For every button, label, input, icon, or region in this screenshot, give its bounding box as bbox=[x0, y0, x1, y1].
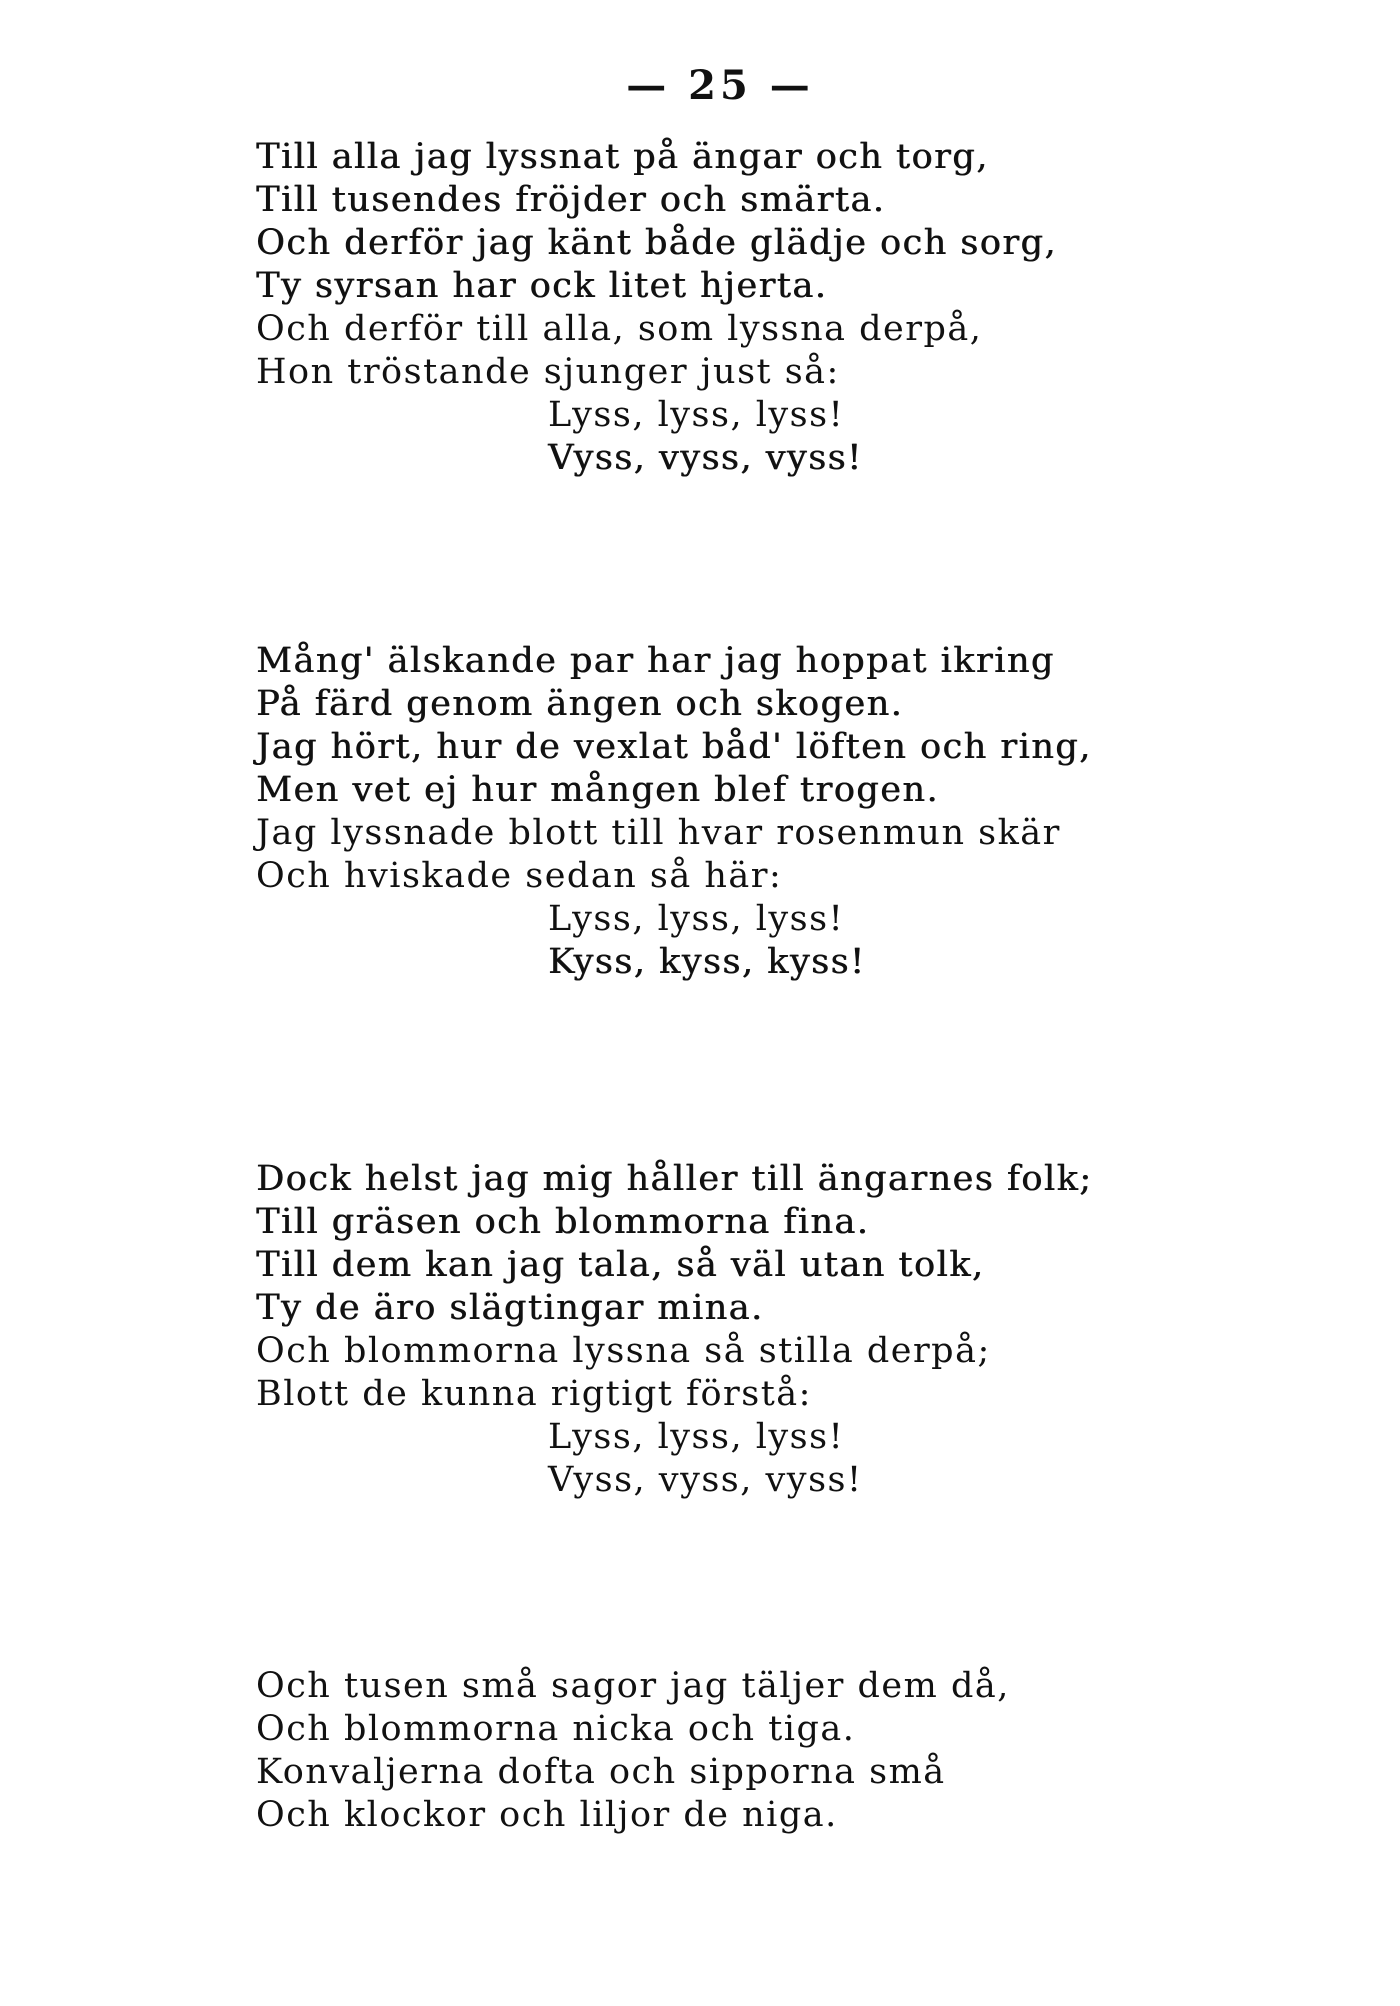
verse-line: Mång' älskande par har jag hoppat ikring bbox=[256, 641, 1055, 681]
verse-line: Ty syrsan har ock litet hjerta. bbox=[256, 266, 828, 306]
verse-line: Till tusendes fröjder och smärta. bbox=[256, 180, 886, 220]
verse-line: Ty de äro slägtingar mina. bbox=[256, 1288, 764, 1328]
stanza-4 bbox=[256, 1665, 1336, 1837]
verse-line: Och blommorna lyssna så stilla derpå; bbox=[256, 1331, 991, 1371]
refrain-line: Lyss, lyss, lyss! bbox=[548, 899, 845, 939]
verse-line: Och hviskade sedan så här: bbox=[256, 856, 783, 896]
verse-line: Till gräsen och blommorna fina. bbox=[256, 1202, 870, 1242]
verse-line: Och klockor och liljor de niga. bbox=[256, 1795, 838, 1835]
refrain-line: Kyss, kyss, kyss! bbox=[548, 942, 866, 982]
refrain-line: Lyss, lyss, lyss! bbox=[548, 1417, 845, 1457]
refrain-line: Lyss, lyss, lyss! bbox=[548, 395, 845, 435]
verse-line: Och tusen små sagor jag täljer dem då, bbox=[256, 1666, 1010, 1706]
page-number: — 25 — bbox=[626, 62, 814, 109]
refrain-line: Vyss, vyss, vyss! bbox=[548, 438, 863, 478]
refrain-line: Vyss, vyss, vyss! bbox=[548, 1460, 863, 1500]
verse-line: Konvaljerna dofta och sipporna små bbox=[256, 1752, 946, 1792]
stanza-1 bbox=[256, 136, 1336, 480]
verse-line: På färd genom ängen och skogen. bbox=[256, 684, 904, 724]
verse-line: Och blommorna nicka och tiga. bbox=[256, 1709, 856, 1749]
verse-line: Dock helst jag mig håller till ängarnes folk; bbox=[256, 1159, 1093, 1199]
stanza-3 bbox=[256, 1158, 1336, 1502]
verse-line: Men vet ej hur mången blef trogen. bbox=[256, 770, 939, 810]
verse-line: Jag lyssnade blott till hvar rosenmun skär bbox=[256, 813, 1061, 853]
verse-line: Hon tröstande sjunger just så: bbox=[256, 352, 840, 392]
verse-line: Blott de kunna rigtigt förstå: bbox=[256, 1374, 812, 1414]
verse-line: Och derför jag känt både glädje och sorg, bbox=[256, 223, 1057, 263]
verse-line: Till alla jag lyssnat på ängar och torg, bbox=[256, 137, 989, 177]
verse-line: Jag hört, hur de vexlat båd' löften och ring, bbox=[256, 727, 1092, 767]
verse-line: Till dem kan jag tala, så väl utan tolk, bbox=[256, 1245, 985, 1285]
verse-line: Och derför till alla, som lyssna derpå, bbox=[256, 309, 983, 349]
stanza-2 bbox=[256, 640, 1336, 984]
